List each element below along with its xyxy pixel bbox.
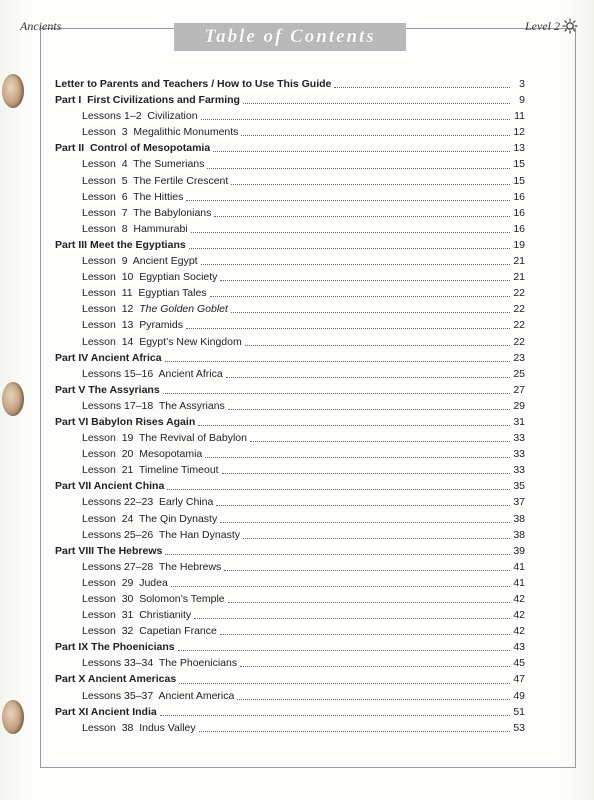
toc-lesson-entry	[55, 688, 525, 704]
toc-lesson-entry	[55, 189, 525, 205]
toc-lesson-entry	[55, 511, 525, 527]
toc-entry-text: Lessons 25–26 The Han Dynasty	[82, 528, 240, 541]
dot-leader	[240, 657, 510, 667]
toc-entry-text: Part I First Civilizations and Farming	[55, 94, 240, 107]
dot-leader	[186, 319, 510, 329]
toc-entry-text: Part X Ancient Americas	[55, 673, 177, 686]
dot-leader	[189, 239, 510, 249]
toc-lesson-entry	[55, 317, 525, 333]
toc-entry-label	[82, 205, 211, 221]
dot-leader	[167, 480, 510, 490]
toc-page-number: 13	[513, 142, 525, 155]
toc-entry-label	[82, 398, 225, 414]
toc-entry-label	[82, 285, 207, 301]
toc-entry-text: Lesson 9 Ancient Egypt	[82, 255, 198, 268]
toc-entry-text: Lesson 10 Egyptian Society	[82, 271, 218, 284]
toc-page-number: 42	[513, 609, 525, 622]
toc-lesson-entry	[55, 221, 525, 237]
toc-entry-label	[82, 575, 168, 591]
toc-entry-label	[55, 382, 160, 398]
toc-entry-text: Lesson 20 Mesopotamia	[82, 448, 203, 461]
toc-entry-label	[82, 623, 217, 639]
toc-entry-text: Lesson 29 Judea	[82, 576, 168, 589]
toc-lesson-entry	[55, 446, 525, 462]
toc-entry-label	[82, 269, 217, 285]
toc-entry-text: Lesson 24 The Qin Dynasty	[82, 512, 218, 525]
binder-hole	[2, 74, 24, 108]
toc-page-number: 23	[513, 351, 525, 364]
dot-leader	[243, 94, 510, 104]
toc-lesson-entry	[55, 253, 525, 269]
toc-entry-label	[55, 639, 175, 655]
dot-leader	[243, 529, 510, 539]
toc-entry-label	[82, 607, 191, 623]
toc-entry-text: Lesson 21 Timeline Timeout	[82, 464, 219, 477]
toc-lesson-entry	[55, 334, 525, 350]
toc-page-number: 22	[513, 303, 525, 316]
toc-page-number: 38	[513, 512, 525, 525]
toc-entry-label	[82, 655, 237, 671]
toc-lesson-entry	[55, 623, 525, 639]
toc-page-number: 16	[513, 222, 525, 235]
toc-page-number: 43	[513, 641, 525, 654]
toc-entry-label	[82, 527, 240, 543]
dot-leader	[245, 336, 510, 346]
toc-lesson-entry	[55, 494, 525, 510]
dot-leader	[228, 400, 510, 410]
toc-page-number: 15	[513, 174, 525, 187]
dot-leader	[224, 561, 510, 571]
toc-part-entry	[55, 382, 525, 398]
binder-hole	[2, 700, 24, 734]
toc-part-entry	[55, 414, 525, 430]
toc-entry-label	[55, 671, 176, 687]
dot-leader	[179, 674, 510, 684]
toc-part-entry	[55, 92, 525, 108]
page-title: Table of Contents	[204, 26, 376, 47]
dot-leader	[210, 287, 510, 297]
dot-leader	[250, 432, 510, 442]
title-banner	[174, 23, 406, 51]
toc-entry-text: Lessons 35–37 Ancient America	[82, 689, 235, 702]
toc-page-number: 49	[513, 689, 525, 702]
toc-entry-label	[82, 108, 198, 124]
toc-page-number: 35	[513, 480, 525, 493]
toc-page-number: 45	[513, 657, 525, 670]
toc-lesson-entry	[55, 655, 525, 671]
dot-leader	[201, 255, 510, 265]
dot-leader	[178, 641, 510, 651]
dot-leader	[165, 545, 510, 555]
dot-leader	[194, 609, 510, 619]
dot-leader	[214, 207, 510, 217]
toc-entry-label	[82, 720, 196, 736]
toc-page-number: 51	[513, 705, 525, 718]
toc-lesson-entry	[55, 366, 525, 382]
toc-entry-text: Lesson 12	[82, 303, 140, 316]
toc-entry-text: Lesson 7 The Babylonians	[82, 206, 212, 219]
toc-lesson-entry	[55, 156, 525, 172]
toc-entry-label	[82, 334, 242, 350]
toc-entry-text: Lesson 14 Egypt’s New Kingdom	[82, 335, 242, 348]
toc-page-number: 16	[513, 206, 525, 219]
dot-leader	[220, 625, 510, 635]
toc-lesson-entry	[55, 607, 525, 623]
running-head-right: Level 2	[525, 19, 560, 33]
toc-page-number: 29	[513, 399, 525, 412]
toc-lesson-entry	[55, 559, 525, 575]
toc-page-number: 33	[513, 448, 525, 461]
running-head-left: Ancients	[20, 19, 62, 33]
toc-page-number: 22	[513, 335, 525, 348]
toc-page-number: 47	[513, 673, 525, 686]
dot-leader	[171, 577, 510, 587]
toc-entry-text: Part V The Assyrians	[55, 383, 160, 396]
toc-part-entry	[55, 350, 525, 366]
toc-page-number: 16	[513, 190, 525, 203]
toc-page-number: 21	[513, 255, 525, 268]
dot-leader	[199, 722, 510, 732]
toc-page-number: 38	[513, 528, 525, 541]
toc-entry-label	[82, 189, 183, 205]
toc-entry-text: Part II Control of Mesopotamia	[55, 142, 211, 155]
toc-lesson-entry	[55, 720, 525, 736]
toc-entry-text: Lesson 11 Egyptian Tales	[82, 287, 207, 300]
toc-entry-text: Lesson 3 Megalithic Monuments	[82, 126, 239, 139]
toc-entry-label	[82, 124, 238, 140]
dot-leader	[231, 175, 510, 185]
toc-entry-text: Lesson 31 Christianity	[82, 609, 192, 622]
toc-page-number: 39	[513, 544, 525, 557]
toc-entry-label	[82, 301, 228, 317]
toc-entry-label	[82, 366, 223, 382]
toc-entry-text: Lesson 19 The Revival of Babylon	[82, 432, 247, 445]
toc-entry-text: Lesson 32 Capetian France	[82, 625, 217, 638]
dot-leader	[191, 223, 510, 233]
toc-page-number: 31	[513, 415, 525, 428]
dot-leader	[186, 191, 510, 201]
dot-leader	[163, 384, 510, 394]
toc-part-entry	[55, 76, 525, 92]
toc-entry-text: Part VII Ancient China	[55, 480, 165, 493]
toc-lesson-entry	[55, 285, 525, 301]
toc-lesson-entry	[55, 591, 525, 607]
toc-page-number: 37	[513, 496, 525, 509]
toc-page-number: 22	[513, 287, 525, 300]
toc-lesson-entry	[55, 173, 525, 189]
binder-hole	[2, 382, 24, 416]
dot-leader	[207, 159, 510, 169]
dot-leader	[334, 78, 510, 88]
toc-page-number: 12	[513, 126, 525, 139]
toc-entry-label	[55, 350, 162, 366]
dot-leader	[213, 142, 510, 152]
toc-lesson-entry	[55, 527, 525, 543]
toc-entry-text: Lesson 4 The Sumerians	[82, 158, 205, 171]
dot-leader	[160, 706, 510, 716]
toc-entry-text: Lessons 1–2 Civilization	[82, 110, 198, 123]
toc-lesson-entry	[55, 398, 525, 414]
toc-entry-label	[82, 511, 217, 527]
toc-entry-italic-title: The Golden Goblet	[139, 303, 228, 316]
toc-part-entry	[55, 478, 525, 494]
toc-page-number: 33	[513, 464, 525, 477]
toc-page-number: 11	[514, 110, 525, 123]
toc-entry-label	[82, 494, 213, 510]
toc-entry-text: Part XI Ancient India	[55, 705, 157, 718]
toc-entry-text: Lessons 22–23 Early China	[82, 496, 214, 509]
toc-entry-text: Lessons 33–34 The Phoenicians	[82, 657, 238, 670]
toc-entry-label	[55, 237, 186, 253]
toc-part-entry	[55, 639, 525, 655]
dot-leader	[222, 464, 510, 474]
toc-entry-label	[55, 92, 240, 108]
dot-leader	[201, 110, 510, 120]
toc-entry-label	[82, 221, 188, 237]
toc-entry-text: Part IV Ancient Africa	[55, 351, 162, 364]
toc-lesson-entry	[55, 124, 525, 140]
toc-entry-text: Part VIII The Hebrews	[55, 544, 163, 557]
toc-lesson-entry	[55, 269, 525, 285]
dot-leader	[165, 352, 510, 362]
toc-page-number: 21	[513, 271, 525, 284]
toc-part-entry	[55, 543, 525, 559]
toc-entry-label	[82, 156, 204, 172]
dot-leader	[231, 303, 510, 313]
dot-leader	[220, 513, 510, 523]
toc-lesson-entry	[55, 462, 525, 478]
dot-leader	[198, 416, 510, 426]
toc-page-number: 53	[513, 721, 525, 734]
toc-entry-label	[82, 317, 183, 333]
toc-lesson-entry	[55, 205, 525, 221]
toc-entry-text: Lessons 15–16 Ancient Africa	[82, 367, 223, 380]
toc-page-number: 15	[513, 158, 525, 171]
toc-page-number: 41	[513, 576, 525, 589]
toc-entry-text: Lesson 38 Indus Valley	[82, 721, 196, 734]
toc-lesson-entry	[55, 108, 525, 124]
dot-leader	[216, 496, 510, 506]
toc-page-number: 33	[513, 432, 525, 445]
sun-icon	[562, 18, 578, 34]
toc-part-entry	[55, 140, 525, 156]
toc-entry-label	[82, 430, 247, 446]
toc-entry-text: Letter to Parents and Teachers / How to Use This Guide	[55, 78, 332, 90]
toc-part-entry	[55, 237, 525, 253]
toc-page-number: 9	[519, 94, 525, 107]
toc-entry-label	[55, 704, 157, 720]
toc-part-entry	[55, 704, 525, 720]
toc-part-entry	[55, 671, 525, 687]
toc-entry-label	[82, 173, 228, 189]
toc-page-number: 22	[513, 319, 525, 332]
toc-entry-label	[82, 591, 225, 607]
toc-entry-label	[82, 559, 221, 575]
toc-page-number: 27	[513, 383, 525, 396]
dot-leader	[237, 690, 510, 700]
toc-entry-label	[55, 478, 164, 494]
toc-entry-text: Lesson 5 The Fertile Crescent	[82, 174, 229, 187]
dot-leader	[241, 126, 510, 136]
toc-entry-label	[82, 446, 202, 462]
table-of-contents	[55, 76, 525, 736]
toc-entry-text: Part IX The Phoenicians	[55, 641, 175, 654]
toc-entry-label	[55, 543, 162, 559]
toc-entry-text: Lessons 27–28 The Hebrews	[82, 560, 222, 573]
toc-page-number: 25	[513, 367, 525, 380]
toc-page-number: 41	[513, 560, 525, 573]
toc-entry-label	[82, 688, 234, 704]
toc-entry-text: Lesson 8 Hammurabi	[82, 222, 188, 235]
toc-entry-label	[82, 462, 219, 478]
toc-page-number: 19	[513, 238, 525, 251]
toc-entry-text: Lesson 6 The Hitties	[82, 190, 184, 203]
toc-page-number: 42	[513, 625, 525, 638]
toc-entry-text: Part VI Babylon Rises Again	[55, 415, 196, 428]
dot-leader	[205, 448, 510, 458]
toc-entry-label	[55, 414, 195, 430]
toc-entry-label	[55, 140, 210, 156]
toc-lesson-entry	[55, 575, 525, 591]
toc-page-number: 42	[513, 593, 525, 605]
dot-leader	[228, 593, 510, 603]
toc-entry-text: Lessons 17–18 The Assyrians	[82, 399, 225, 412]
toc-entry-text: Lesson 30 Solomon’s Temple	[82, 593, 225, 605]
toc-entry-text: Part III Meet the Egyptians	[55, 238, 186, 251]
dot-leader	[226, 368, 510, 378]
toc-entry-label	[55, 76, 331, 92]
toc-entry-label	[82, 253, 198, 269]
toc-page-number: 3	[519, 78, 525, 90]
toc-entry-text: Lesson 13 Pyramids	[82, 319, 183, 332]
dot-leader	[220, 271, 510, 281]
toc-lesson-entry	[55, 430, 525, 446]
toc-lesson-entry	[55, 301, 525, 317]
